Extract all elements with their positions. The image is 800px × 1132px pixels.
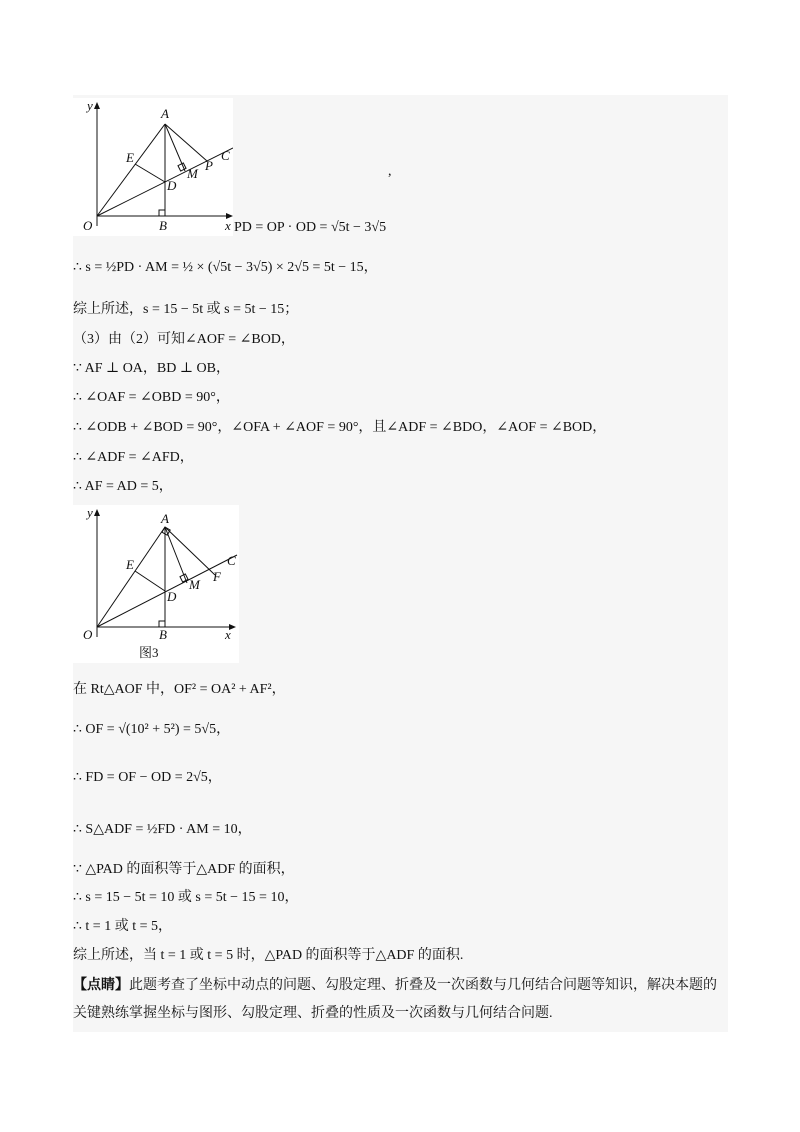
figure-1-diagram <box>73 98 233 236</box>
line-summary-1: 综上所述，s = 15 − 5t 或 s = 5t − 15； <box>73 302 299 317</box>
fig3-label-E: E <box>126 557 134 572</box>
fig1-label-A: A <box>161 106 169 121</box>
fig1-label-E: E <box>126 150 134 165</box>
line-s-equation: ∴ s = 15 − 5t = 10 或 s = 5t − 15 = 10， <box>73 890 299 905</box>
line-equal-angles: ∴ ∠ADF = ∠AFD， <box>73 450 194 465</box>
fig1-label-C: C <box>221 148 230 163</box>
line-angle-sums: ∴ ∠ODB + ∠BOD = 90°，∠OFA + ∠AOF = 90°，且∠ADF = ∠BDO，∠AOF = ∠BOD， <box>73 420 607 435</box>
fig3-label-O: O <box>83 627 93 642</box>
fig3-label-F: F <box>213 569 221 584</box>
figure-3 <box>73 505 239 663</box>
line-summary-2: 综上所述，当 t = 1 或 t = 5 时，△PAD 的面积等于△ADF 的面积. <box>73 948 464 963</box>
fig3-label-B: B <box>159 627 167 642</box>
fig3-label-y: y <box>87 505 93 520</box>
fig1-label-x: x <box>225 218 231 233</box>
note-paragraph <box>73 972 728 1028</box>
figure-1 <box>73 98 233 236</box>
line-area-equal: ∵ △PAD 的面积等于△ADF 的面积， <box>73 862 295 877</box>
line-perpendicular: ∵ AF ⊥ OA，BD ⊥ OB， <box>73 361 230 376</box>
fig1-label-D: D <box>167 178 177 193</box>
fig3-label-C: C <box>227 553 236 568</box>
fig3-label-A: A <box>161 511 169 526</box>
figure-3-diagram <box>73 505 239 663</box>
figure-1-trailing-comma: , <box>388 164 392 179</box>
fig3-label-D: D <box>167 589 177 604</box>
fig3-label-M: M <box>189 577 200 592</box>
line-part-3: （3）由（2）可知∠AOF = ∠BOD， <box>73 332 295 347</box>
line-area-adf: ∴ S△ADF = ½FD · AM = 10， <box>73 822 252 837</box>
fig1-label-P: P <box>205 158 213 173</box>
note-tag: 【点睛】 <box>73 978 129 993</box>
line-pd: PD = OP · OD = √5t − 3√5 <box>234 220 387 235</box>
fig1-label-O: O <box>83 218 93 233</box>
line-pythagoras: 在 Rt△AOF 中，OF² = OA² + AF²， <box>73 682 286 697</box>
line-af-ad: ∴ AF = AD = 5， <box>73 479 173 494</box>
fig3-caption: 图3 <box>139 645 159 660</box>
fig1-label-B: B <box>159 218 167 233</box>
line-t-values: ∴ t = 1 或 t = 5， <box>73 919 172 934</box>
fig1-label-y: y <box>87 98 93 113</box>
line-s-result: ∴ s = ½PD · AM = ½ × (√5t − 3√5) × 2√5 = 5t − 15， <box>73 260 378 275</box>
fig1-label-M: M <box>187 166 198 181</box>
note-text: 此题考查了坐标中动点的问题、勾股定理、折叠及一次函数与几何结合问题等知识，解决本题的关键熟练掌握坐标与图形、勾股定理、折叠的性质及一次函数与几何结合问题. <box>73 978 717 1021</box>
fig3-label-x: x <box>225 627 231 642</box>
line-right-angles: ∴ ∠OAF = ∠OBD = 90°， <box>73 390 230 405</box>
line-fd-value: ∴ FD = OF − OD = 2√5， <box>73 770 222 785</box>
line-of-value: ∴ OF = √(10² + 5²) = 5√5， <box>73 722 231 737</box>
